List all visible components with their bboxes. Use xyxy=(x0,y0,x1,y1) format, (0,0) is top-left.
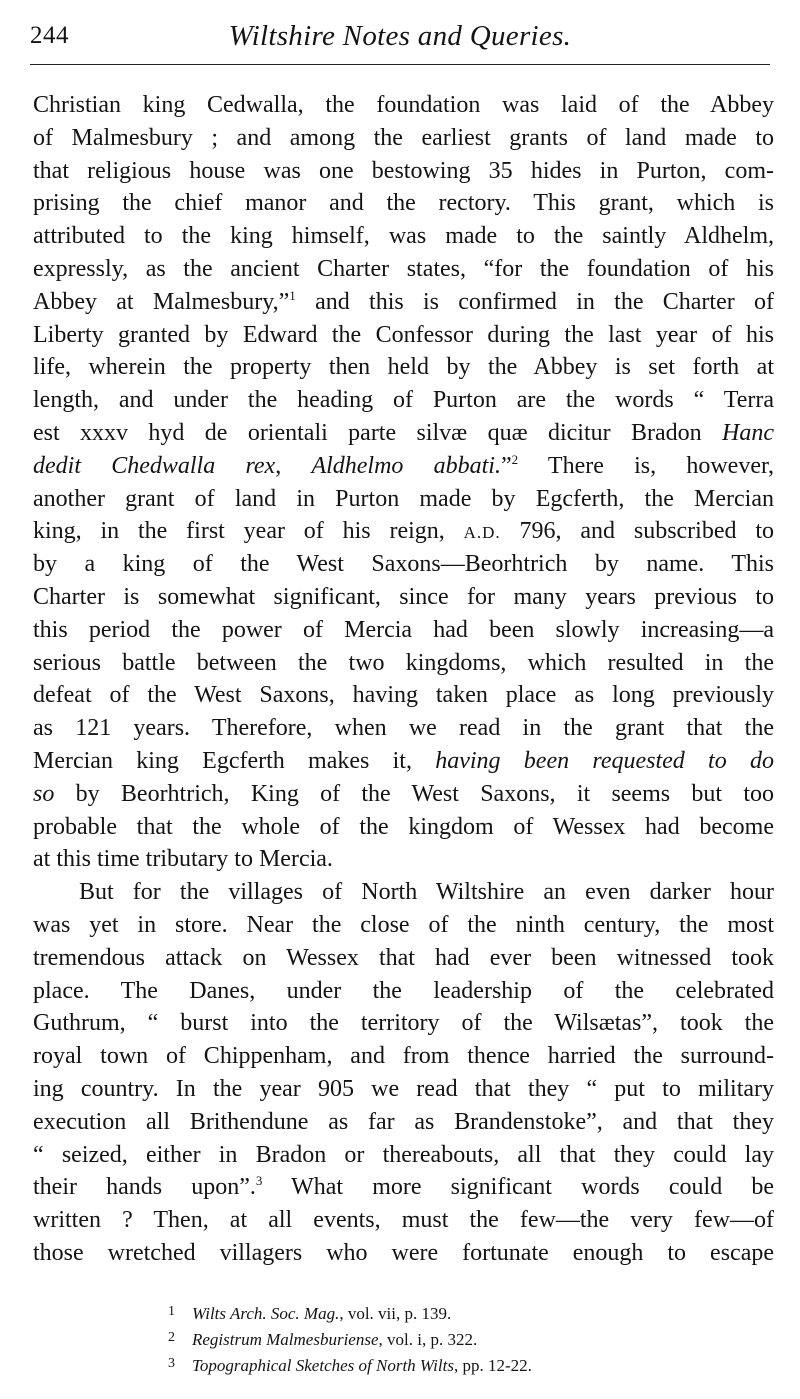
text-line: at this time tributary to Mercia. xyxy=(33,846,333,873)
text-line: life, wherein the property then held by the Abbey is set forth at xyxy=(33,354,774,381)
running-title: Wiltshire Notes and Queries. xyxy=(228,20,572,52)
page-number: 244 xyxy=(30,22,69,49)
text-line: royal town of Chippenham, and from thence harried the surround- xyxy=(33,1043,774,1070)
footnote-mark: 2 xyxy=(168,1330,175,1345)
text-line: Abbey at Malmesbury,”$^1$ and this is confirmed in the Charter of xyxy=(33,287,775,315)
running-head xyxy=(30,16,770,58)
paragraph-1 xyxy=(33,89,774,876)
text-line: probable that the whole of the kingdom of Wessex had become xyxy=(33,813,774,840)
text-line: Charter is somewhat significant, since for many years previous to xyxy=(33,583,774,610)
text-line: attributed to the king himself, was made to the saintly Aldhelm, xyxy=(33,223,774,250)
text-line: place. The Danes, under the leadership of the celebrated xyxy=(33,977,774,1004)
text-line: serious battle between the two kingdoms, which resulted in the xyxy=(33,649,774,676)
body-text xyxy=(33,89,774,1270)
text-line: length, and under the heading of Purton are the words “ Terra xyxy=(33,387,774,414)
text-line: expressly, as the ancient Charter states, “for the foundation of his xyxy=(33,255,774,282)
footnote-ref-1[interactable]: 1 xyxy=(289,287,296,303)
footnote-mark: 1 xyxy=(168,1304,175,1319)
text-line: as 121 years. Therefore, when we read in the grant that the xyxy=(33,715,774,742)
text-line: this period the power of Mercia had been slowly increasing—a xyxy=(33,616,774,643)
text-line: another grant of land in Purton made by Egcferth, the Mercian xyxy=(33,485,774,512)
footnotes xyxy=(168,1300,760,1378)
footnote-citation: , vol. vii, p. 139. xyxy=(339,1304,452,1323)
footnote-source-title: Topographical Sketches of North Wilts xyxy=(192,1356,454,1375)
footnote-2 xyxy=(168,1326,760,1352)
text-line: that religious house was one bestowing 35 hides in Purton, com- xyxy=(33,157,774,184)
paragraph-2 xyxy=(33,876,774,1270)
footnote-1 xyxy=(168,1300,760,1326)
text-line: dedit Chedwalla rex, Aldhelmo abbati.”$^2$ There is, however, xyxy=(33,451,775,479)
text-line: their hands upon”.$^3$ What more significant words could be xyxy=(33,1173,775,1201)
text-line: ing country. In the year 905 we read that they “ put to military xyxy=(33,1075,774,1102)
text-line: defeat of the West Saxons, having taken place as long previously xyxy=(33,682,774,709)
text-line: Liberty granted by Edward the Confessor during the last year of his xyxy=(33,321,774,348)
text-line: “ seized, either in Bradon or thereabouts, all that they could lay xyxy=(33,1141,774,1168)
footnote-mark: 3 xyxy=(168,1356,175,1371)
text-line: Christian king Cedwalla, the foundation was laid of the Abbey xyxy=(33,92,774,118)
header-rule xyxy=(30,64,770,65)
text-line: so by Beorhtrich, King of the West Saxons, it seems but too xyxy=(33,780,774,807)
text-line: Mercian king Egcferth makes it, having been requested to do xyxy=(33,747,774,774)
text-line: execution all Brithendune as far as Brandenstoke”, and that they xyxy=(33,1108,774,1135)
footnote-source-title: Wilts Arch. Soc. Mag. xyxy=(192,1304,340,1323)
text-line: of Malmesbury ; and among the earliest grants of land made to xyxy=(33,124,774,151)
text-line: written ? Then, at all events, must the few—the very few—of xyxy=(33,1207,774,1234)
text-line: was yet in store. Near the close of the ninth century, the most xyxy=(33,911,774,938)
text-line: But for the villages of North Wiltshire an even darker hour xyxy=(79,879,774,906)
text-line: tremendous attack on Wessex that had ever been witnessed took xyxy=(33,944,774,971)
text-line: king, in the first year of his reign, A.D. 796, and subscribed to xyxy=(33,518,774,545)
text-line: by a king of the West Saxons—Beorhtrich by name. This xyxy=(33,551,774,578)
text-line: est xxxv hyd de orientali parte silvæ quæ dicitur Bradon Hanc xyxy=(33,419,774,446)
footnote-ref-2[interactable]: 2 xyxy=(511,451,519,467)
footnote-citation: , pp. 12-22. xyxy=(453,1356,532,1375)
text-line: prising the chief manor and the rectory. This grant, which is xyxy=(33,190,774,217)
footnote-3 xyxy=(168,1352,760,1378)
footnote-ref-3[interactable]: 3 xyxy=(255,1173,263,1189)
text-line: those wretched villagers who were fortunate enough to escape xyxy=(33,1239,774,1266)
text-line: Guthrum, “ burst into the territory of the Wilsætas”, took the xyxy=(33,1010,774,1037)
footnote-citation: , vol. i, p. 322. xyxy=(378,1330,478,1349)
footnote-source-title: Registrum Malmesburiense xyxy=(192,1330,379,1349)
